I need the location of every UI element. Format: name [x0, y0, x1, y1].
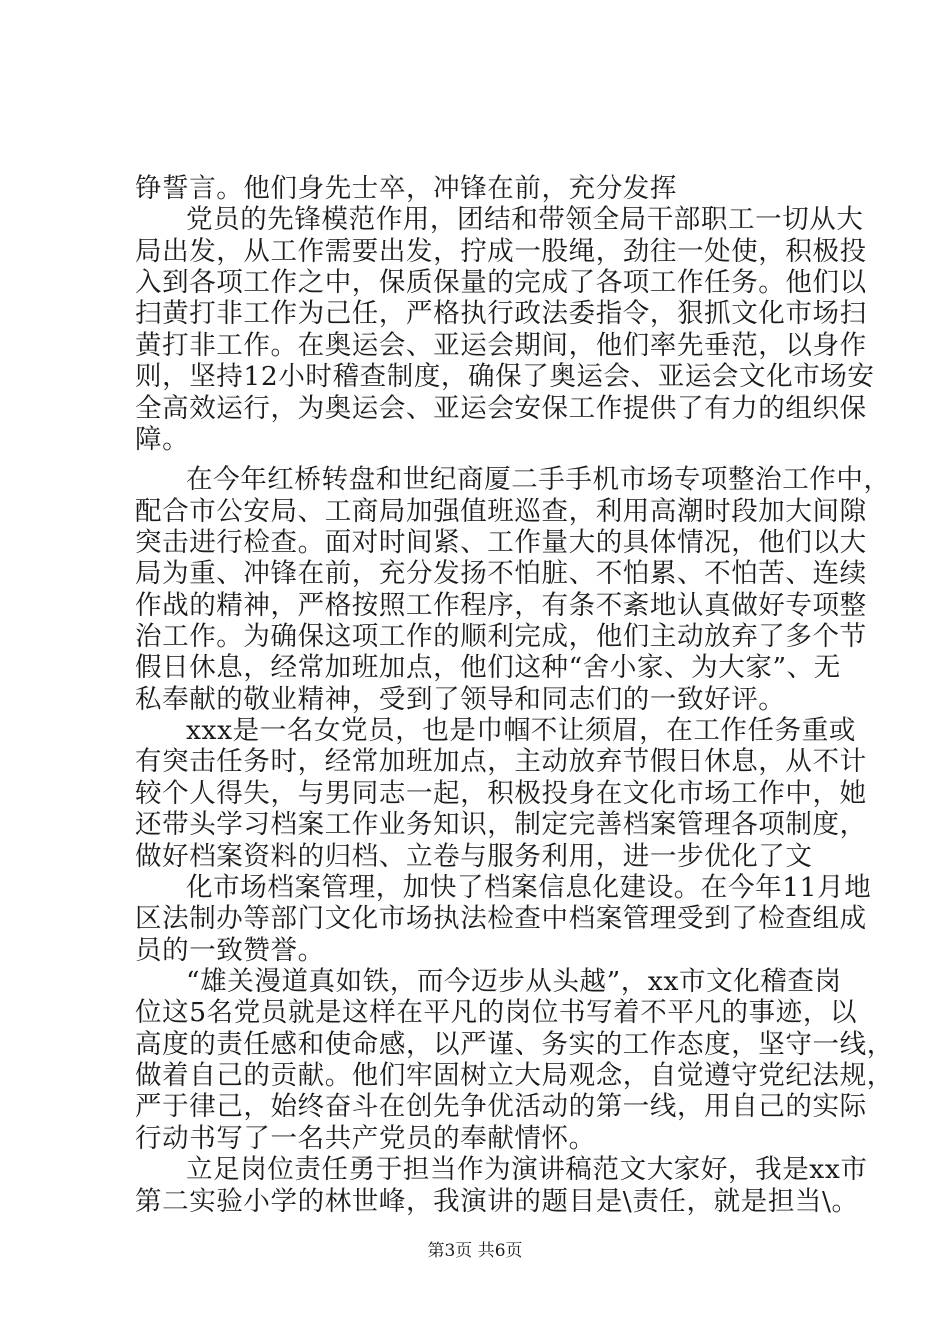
text-line: 障。 — [135, 423, 190, 455]
page-number: 第3页 共6页 — [427, 1241, 523, 1261]
text-line: 化市场档案管理，加快了档案信息化建设。在今年11月地 — [186, 871, 872, 903]
text-line: 行动书写了一名共产党员的奉献情怀。 — [135, 1122, 596, 1154]
text-line: 还带头学习档案工作业务知识，制定完善档案管理各项制度， — [135, 809, 867, 841]
text-line: 扫黄打非工作为己任，严格执行政法委指令，狠抓文化市场扫 — [135, 298, 867, 330]
text-line: 配合市公安局、工商局加强值班巡查，利用高潮时段加大间隙 — [135, 495, 867, 527]
text-line: 有突击任务时，经常加班加点，主动放弃节假日休息，从不计 — [135, 746, 867, 778]
text-line: 严于律己，始终奋斗在创先争优活动的第一线，用自己的实际 — [135, 1091, 867, 1123]
text-line: 高度的责任感和使命感，以严谨、务实的工作态度，坚守一线， — [135, 1028, 894, 1060]
text-line: 假日休息，经常加班加点，他们这种“舍小家、为大家”、无 — [135, 652, 841, 684]
text-line: 区法制办等部门文化市场执法检查中档案管理受到了检查组成 — [135, 903, 867, 935]
text-line: 治工作。为确保这项工作的顺利完成，他们主动放弃了多个节 — [135, 621, 867, 653]
text-line: 全高效运行，为奥运会、亚运会安保工作提供了有力的组织保 — [135, 392, 867, 424]
text-line: 局出发，从工作需要出发，拧成一股绳，劲往一处使，积极投 — [135, 235, 867, 267]
text-line: 入到各项工作之中，保质保量的完成了各项工作任务。他们以 — [135, 267, 867, 299]
text-line: 铮誓言。他们身先士卒，冲锋在前，充分发挥 — [135, 173, 677, 204]
text-line: 第二实验小学的林世峰，我演讲的题目是\责任，就是担当\。 — [135, 1185, 859, 1217]
text-line: 作战的精神，严格按照工作程序，有条不紊地认真做好专项整 — [135, 589, 867, 621]
text-line: 较个人得失，与男同志一起，积极投身在文化市场工作中，她 — [135, 777, 867, 809]
text-line: 员的一致赞誉。 — [135, 934, 325, 966]
text-line: 私奉献的敬业精神，受到了领导和同志们的一致好评。 — [135, 683, 786, 715]
text-line: 做好档案资料的归档、立卷与服务利用，进一步优化了文 — [135, 840, 813, 872]
text-line: 突击进行检查。面对时间紧、工作量大的具体情况，他们以大 — [135, 526, 867, 558]
text-line: 在今年红桥转盘和世纪商厦二手手机市场专项整治工作中， — [186, 464, 891, 496]
text-line: “雄关漫道真如铁，而今迈步从头越”，xx市文化稽查岗 — [186, 966, 842, 997]
text-line: 做着自己的贡献。他们牢固树立大局观念，自觉遵守党纪法规， — [135, 1060, 894, 1092]
text-line: 黄打非工作。在奥运会、亚运会期间，他们率先垂范，以身作 — [135, 329, 867, 361]
text-line: xxx是一名女党员，也是巾帼不让须眉，在工作任务重或 — [186, 715, 856, 747]
text-line: 位这5名党员就是这样在平凡的岗位书写着不平凡的事迹，以 — [135, 997, 858, 1029]
text-line: 党员的先锋模范作用，团结和带领全局干部职工一切从大 — [186, 204, 864, 236]
text-line: 局为重、冲锋在前，充分发扬不怕脏、不怕累、不怕苦、连续 — [135, 558, 867, 590]
text-line: 则，坚持12小时稽查制度，确保了奥运会、亚运会文化市场安 — [135, 361, 875, 393]
text-line: 立足岗位责任勇于担当作为演讲稿范文大家好，我是xx市 — [186, 1154, 868, 1186]
